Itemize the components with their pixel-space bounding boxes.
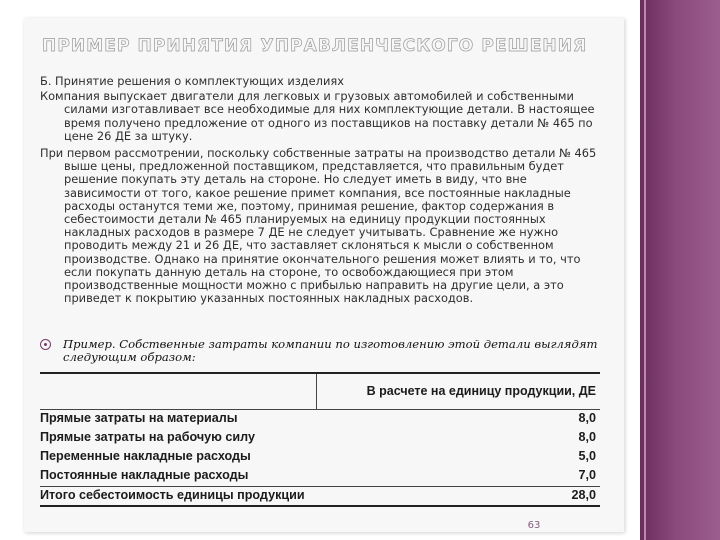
table-rule-bottom <box>40 505 600 507</box>
row-label: Прямые затраты на рабочую силу <box>40 430 256 444</box>
paragraph-1: Компания выпускает двигатели для легковых и грузовых автомобилей и собственными силами изготавливает все необходимые для них комплектующие детали. В настоящее время получено предложение от одного из поставщиков на поставку детали № 465 по цене 26 ДЕ за штуку. <box>40 89 595 143</box>
row-label: Постоянные накладные расходы <box>40 468 249 482</box>
table-row <box>40 447 600 466</box>
page-number: 63 <box>527 520 541 531</box>
circle-bullet-icon <box>40 339 51 350</box>
row-value: 5,0 <box>578 449 596 463</box>
table-row <box>40 466 600 485</box>
row-label: Переменные накладные расходы <box>40 449 251 463</box>
table-column-header: В расчете на единицу продукции, ДЕ <box>316 374 600 409</box>
body-text <box>40 75 605 309</box>
example-bullet-text: Пример. Собственные затраты компании по изготовлению этой детали выглядят следующим образом: <box>63 337 598 364</box>
total-value: 28,0 <box>571 488 596 502</box>
decorative-side-line <box>644 0 646 540</box>
table-total-row <box>40 486 600 505</box>
total-label: Итого себестоимость единицы продукции <box>40 488 305 502</box>
row-label: Прямые затраты на материалы <box>40 411 238 425</box>
slide-title: ПРИМЕР ПРИНЯТИЯ УПРАВЛЕНЧЕСКОГО РЕШЕНИЯ <box>42 36 588 56</box>
table-row <box>40 428 600 447</box>
subheading: Б. Принятие решения о комплектующих изделиях <box>40 74 344 88</box>
row-value: 8,0 <box>578 411 596 425</box>
decorative-side-band <box>640 0 720 540</box>
table-row <box>40 409 600 428</box>
paragraph-2: При первом рассмотрении, поскольку собственные затраты на производство детали № 465 выше цены, предложенной поставщиком, представляется, что правильным будет решение покупать эту деталь на стороне. Но следует иметь в виду, что вне зависимости от того, какое решение примет компания, все постоянные накладные расходы останутся теми же, поэтому, принимая решение, фактор содержания в себестоимости детали № 465 планируемых на единицу продукции постоянных накладных расходов в размере 7 ДЕ не следует учитывать. Сравнение же нужно проводить между 21 и 26 ДЕ, что заставляет склоняться к мысли о собственном производстве. Однако на принятие окончательного решения может влиять и то, что если покупать данную деталь на стороне, то освобождающиеся при этом производственные мощности можно с прибылью направить на другие цели, а это приведет к покрытию указанных постоянных накладных расходов. <box>40 146 597 306</box>
row-value: 7,0 <box>578 468 596 482</box>
row-value: 8,0 <box>578 430 596 444</box>
